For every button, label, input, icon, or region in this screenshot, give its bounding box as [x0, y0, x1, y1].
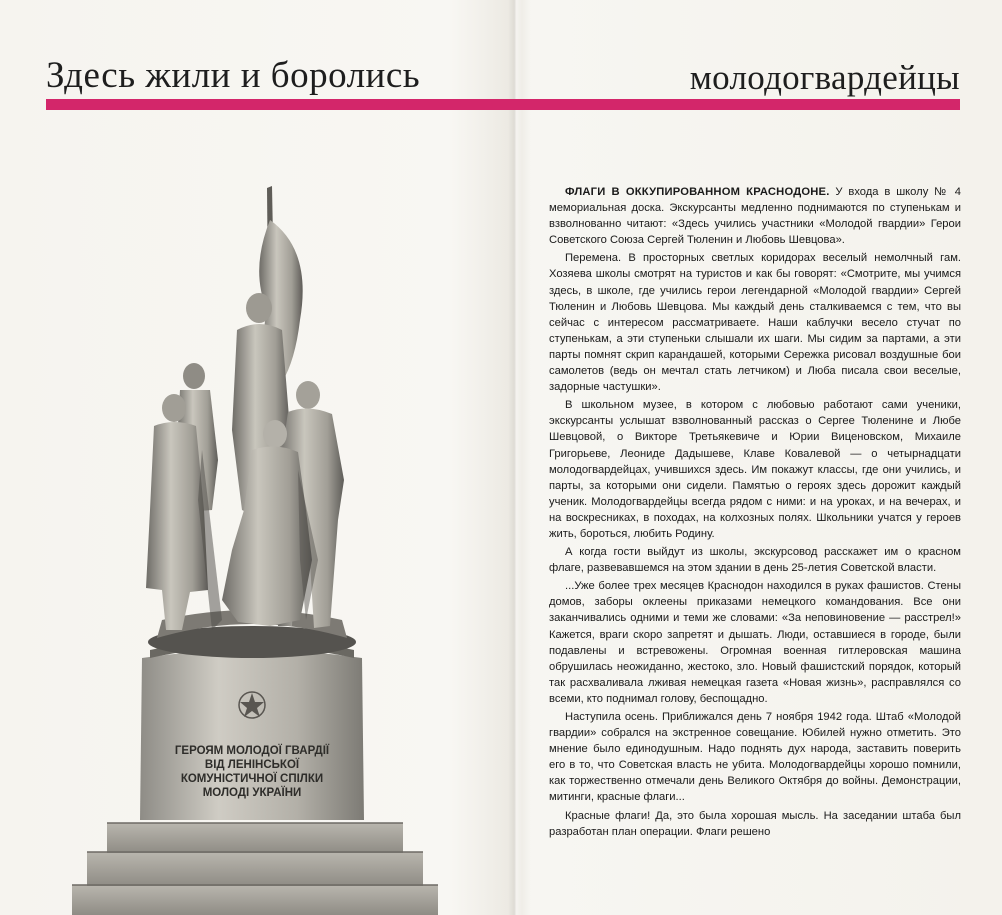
step-top — [107, 823, 403, 853]
article-paragraph-5: ...Уже более трех месяцев Краснодон находился в руках фашистов. Стены домов, заборы оклеены приказами немецкого командования. Все они заканчивались одними и теми же словами: «За неповиновение — расстрел!» Кажется, враги скоро запретят и дышать. Люди, оставшиеся в городе, были подавлены и встревожены. Огромная военная гитлеровская машина обрушилась неожиданно, жестоко, зло. Новый фашистский порядок, который так расхваливала лживая немецкая газета «Новая жизнь», расправлялся со всеми, кто поднимал голову, беспощадно. — [549, 580, 961, 705]
page-fold — [508, 0, 522, 915]
inscription-line-1: ГЕРОЯМ МОЛОДОЇ ГВАРДІЇ — [174, 745, 330, 757]
article-paragraph-6: Наступила осень. Приближался день 7 ноября 1942 года. Штаб «Молодой гвардии» собрался на экстренное совещание. Юбилей нужно отметить. Это мнение было единодушным. Надо поднять дух народа, заставить поверить его в то, что Советская власть не убита. Молодогвардейцы хорошо помнили, как торжественно отмечали день Великого Октября до войны. Демонстрации, митинги, красные флаги... — [549, 711, 961, 804]
article-paragraph-3: В школьном музее, в котором с любовью работают сами ученики, экскурсанты услышат взволнованный рассказ о Сергее Тюленине и Любе Шевцовой, о Викторе Третьякевиче и Юрии Виценовском, Михаиле Григорьеве, Леониде Дадышеве, Клаве Ковалевой — о четырнадцати молодогвардейцах, учившихся здесь. Им покажут классы, где они учились, и парты, за которыми они сидели. Памятью о героях здесь дорожит каждый ученик. Молодогвардейцы всегда рядом с ними: и на уроках, и на вечерах, и на воскресниках, в походах, на колхозных полях. Школьники учатся у героев жить, бороться, любить Родину. — [549, 399, 961, 540]
page-title-left: Здесь жили и боролись — [46, 55, 421, 96]
step-bottom — [72, 885, 438, 915]
article-paragraph-1: ФЛАГИ В ОККУПИРОВАННОМ КРАСНОДОНЕ. У входа в школу № 4 мемориальная доска. Экскурсанты медленно поднимаются по ступенькам и взволнованно читают: «Здесь учились участники «Молодой гвардии» Герои Советского Союза Сергей Тюленин и Любовь Шевцова». — [549, 186, 961, 247]
article-paragraph-4: А когда гости выйдут из школы, экскурсовод расскажет им о красном флаге, развевавшемся на этом здании в день 25-летия Советской власти. — [549, 546, 961, 575]
accent-rule — [46, 99, 960, 110]
inscription-line-2: ВІД ЛЕНІНСЬКОЇ — [204, 759, 300, 771]
inscription-line-4: МОЛОДІ УКРАЇНИ — [202, 787, 302, 799]
inscription-line-3: КОМУНІСТИЧНОЇ СПІЛКИ — [180, 773, 324, 785]
article-paragraph-2: Перемена. В просторных светлых коридорах веселый немолчный гам. Хозяева школы смотрят на туристов и как бы говорят: «Смотрите, мы учимся здесь, в школе, где учились герои легендарной «Молодой гвардии» Сергей Тюленин и Любовь Шевцова. Мы каждый день сталкиваемся с тем, что вы сейчас с интересом рассматриваете. Наши каблучки весело стучат по ступенькам, а эти ступеньки слышали их шаги. Мы сидим за партами, а эти парты помнят скрип карандашей, которыми Сережка рисовал воздушные бои самолетов (ведь он мечтал стать летчиком) и Люба писала свои веселые, задорные частушки». — [549, 252, 961, 394]
monument-photo — [62, 180, 442, 915]
page-title-right: молодогвардейцы — [689, 58, 960, 97]
article-paragraph-7: Красные флаги! Да, это была хорошая мысль. На заседании штаба был разработан план операции. Флаги решено — [549, 809, 961, 838]
article-column — [549, 184, 961, 874]
article-heading: ФЛАГИ В ОККУПИРОВАННОМ КРАСНОДОНЕ. — [565, 186, 830, 198]
step-middle — [87, 852, 423, 886]
